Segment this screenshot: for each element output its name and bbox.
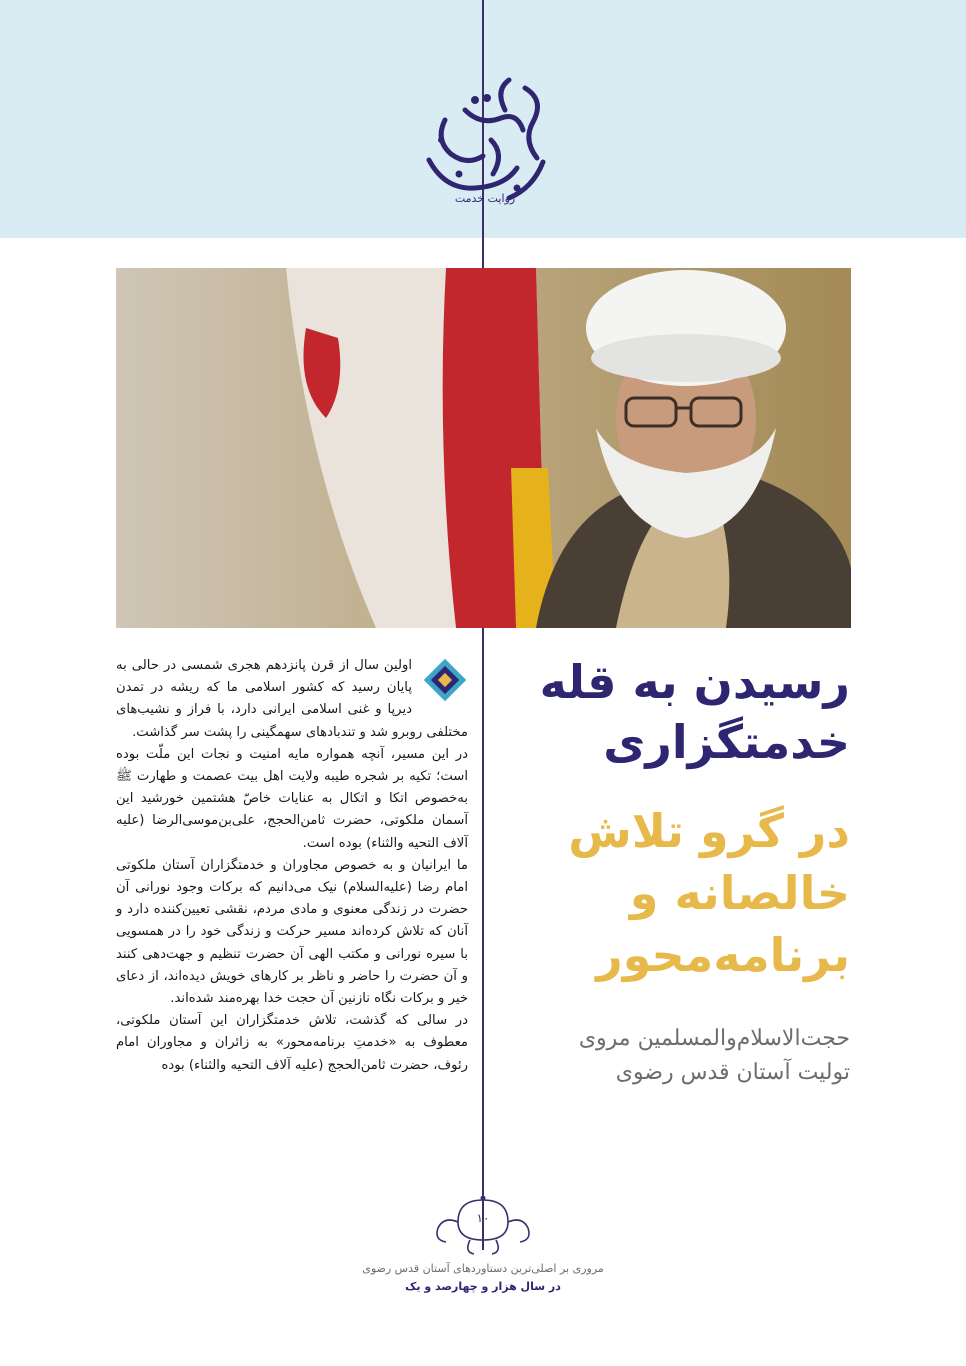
headline-secondary [520, 800, 850, 986]
logo [405, 70, 565, 210]
article-paragraph: ما ایرانیان و به خصوص مجاوران و خدمتگزاران آستان ملکوتی امام رضا (علیه‌السلام) نیک می‌دانیم که برکات وجود نورانی آن حضرت در زندگی معنوی و مادی مردم، نقشی تعیین‌کننده دارد و آنان که تلاش کرده‌اند مسیر حرکت و زندگی خود را در همسویی با سیره نورانی و مکتب الهی آن حضرت تنظیم و جهت‌دهی کنند و آن حضرت را حاضر و ناظر بر کارهای خویش دیده‌اند، از دعای خیر و برکات نگاه نازنین آن حجت خدا بهره‌مند شده‌اند. [116, 857, 468, 1007]
portrait-photo [116, 268, 851, 628]
byline-position: تولیت آستان قدس رضوی [615, 1060, 850, 1085]
footer-ornament [430, 1196, 536, 1258]
headline-line-2: خدمتگزاری [603, 715, 850, 769]
diamond-ornament-icon [422, 657, 468, 703]
article-paragraph: اولین سال از قرن پانزدهم هجری شمسی در حالی به پایان رسید که کشور اسلامی ما که ریشه در تمدن دیرپا و غنی اسلامی ایرانی دارد، با فراز و نشیب‌های مختلفی روبرو شد و تندبادهای سهمگینی را پشت سر گذاشت. [116, 658, 468, 740]
byline [520, 1022, 850, 1090]
headline-line-3: در گرو تلاش [568, 804, 850, 858]
footer-line-1: مروری بر اصلی‌ترین دستاوردهای آستان قدس رضوی [362, 1262, 604, 1275]
article-body [116, 655, 468, 1077]
byline-name: حجت‌الاسلام‌والمسلمین مروی [578, 1026, 850, 1051]
page-number: ۱۰ [476, 1211, 490, 1225]
article-paragraph: در این مسیر، آنچه همواره مایه امنیت و نجات این ملّت بوده است؛ تکیه بر شجره طیبه ولایت اهل بیت عصمت و طهارت ﷺ به‌خصوص اتکا و اتکال به عنایات خاصّ هشتمین خورشید این آسمان ملکوتی، حضرت ثامن‌الحجج، علی‌بن‌موسی‌الرضا (علیه آلاف التحیه والثناء) بوده است. [116, 746, 468, 851]
headline-line-4: خالصانه و [629, 866, 850, 920]
footer-line-2: در سال هزار و چهارصد و یک [405, 1280, 561, 1293]
headline-primary [520, 652, 850, 772]
article-paragraph: در سالی که گذشت، تلاش خدمتگزاران این آستان ملکوتی، معطوف به «خدمتِ برنامه‌محور» به زائران و مجاوران امام رئوف، حضرت ثامن‌الحجج (علیه آلاف التحیه والثناء) بوده [116, 1013, 468, 1073]
svg-text:روایت خدمت: روایت خدمت [454, 192, 516, 205]
logo-calligraphy-icon [405, 70, 565, 210]
scroll-ornament-icon [430, 1196, 536, 1258]
headline-line-1: رسیدن به قله [539, 655, 850, 709]
headline-line-5: برنامه‌محور [596, 928, 850, 982]
